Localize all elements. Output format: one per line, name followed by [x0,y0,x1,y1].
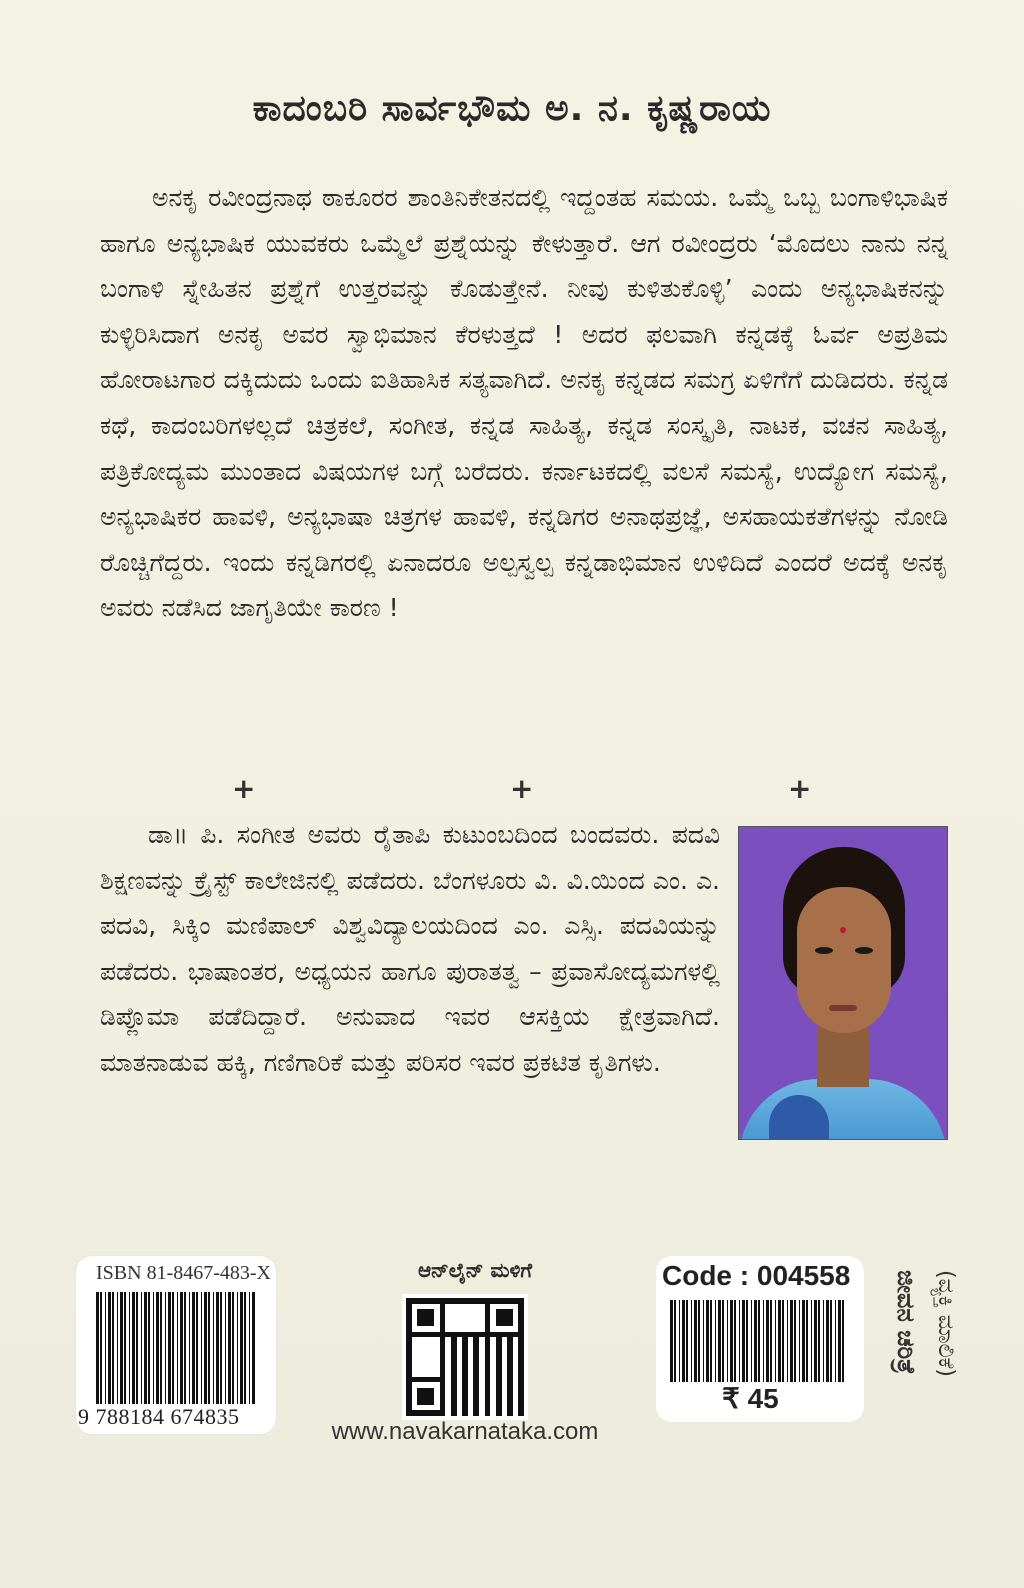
product-barcode [670,1300,847,1382]
section-separator [0,772,1024,805]
separator-mark: + [232,772,256,805]
qr-label: ಆನ್‌ಲೈನ್ ಮಳಿಗೆ [417,1258,533,1282]
author-bio: ಡಾ॥ ಪಿ. ಸಂಗೀತ ಅವರು ರೈತಾಪಿ ಕುಟುಂಬದಿಂದ ಬಂದವರು. ಪದವಿ ಶಿಕ್ಷಣವನ್ನು ಕ್ರೈಸ್ಟ್ ಕಾಲೇಜಿನಲ್ಲಿ ಪಡೆದರು. ಬೆಂಗಳೂರು ವಿ. ವಿ.ಯಿಂದ ಎಂ. ಎ. ಪದವಿ, ಸಿಕ್ಕಿಂ ಮಣಿಪಾಲ್ ವಿಶ್ವವಿದ್ಯಾಲಯದಿಂದ ಎಂ. ಎಸ್ಸಿ. ಪದವಿಯನ್ನು ಪಡೆದರು. ಭಾಷಾಂತರ, ಅಧ್ಯಯನ ಹಾಗೂ ಪುರಾತತ್ವ – ಪ್ರವಾಸೋದ್ಯಮಗಳಲ್ಲಿ ಡಿಪ್ಲೊಮಾ ಪಡೆದಿದ್ದಾರೆ. ಅನುವಾದ ಇವರ ಆಸಕ್ತಿಯ ಕ್ಷೇತ್ರವಾಗಿದೆ. ಮಾತನಾಡುವ ಹಕ್ಕಿ, ಗಣಿಗಾರಿಕೆ ಮತ್ತು ಪರಿಸರ ಇವರ ಪ್ರಕಟಿತ ಕೃತಿಗಳು. [100,820,720,1077]
category-vertical-text [870,1270,970,1470]
online-store-qr [360,1256,590,1436]
website-link[interactable]: www.navakarnataka.com [331,1418,599,1445]
isbn-digits: 9 788184 674835 [78,1404,240,1429]
isbn-number: ISBN 81-8467-483-X [96,1262,271,1284]
category-series: (ವ್ಯಕ್ತಿ ಮಾಲಿಕೆ) [933,1270,958,1377]
isbn-barcode [96,1292,256,1404]
isbn-barcode-label [76,1256,276,1434]
separator-mark: + [788,772,812,805]
intro-paragraph: ಅನಕೃ ರವೀಂದ್ರನಾಥ ಠಾಕೂರರ ಶಾಂತಿನಿಕೇತನದಲ್ಲಿ ಇದ್ದಂತಹ ಸಮಯ. ಒಮ್ಮೆ ಒಬ್ಬ ಬಂಗಾಳಿಭಾಷಿಕ ಹಾಗೂ ಅನ್ಯಭಾಷಿಕ ಯುವಕರು ಒಮ್ಮೆಲೆ ಪ್ರಶ್ನೆಯನ್ನು ಕೇಳುತ್ತಾರೆ. ಆಗ ರವೀಂದ್ರರು ‘ಮೊದಲು ನಾನು ನನ್ನ ಬಂಗಾಳಿ ಸ್ನೇಹಿತನ ಪ್ರಶ್ನೆಗೆ ಉತ್ತರವನ್ನು ಕೊಡುತ್ತೇನೆ. ನೀವು ಕುಳಿತುಕೊಳ್ಳಿ’ ಎಂದು ಅನ್ಯಭಾಷಿಕನನ್ನು ಕುಳ್ಳಿರಿಸಿದಾಗ ಅನಕೃ ಅವರ ಸ್ವಾಭಿಮಾನ ಕೆರಳುತ್ತದೆ ! ಅದರ ಫಲವಾಗಿ ಕನ್ನಡಕ್ಕೆ ಓರ್ವ ಅಪ್ರತಿಮ ಹೋರಾಟಗಾರ ದಕ್ಕಿದುದು ಒಂದು ಐತಿಹಾಸಿಕ ಸತ್ಯವಾಗಿದೆ. ಅನಕೃ ಕನ್ನಡದ ಸಮಗ್ರ ಏಳಿಗೆಗೆ ದುಡಿದರು. ಕನ್ನಡ ಕಥೆ, ಕಾದಂಬರಿಗಳಲ್ಲದೆ ಚಿತ್ರಕಲೆ, ಸಂಗೀತ, ಕನ್ನಡ ಸಾಹಿತ್ಯ, ಕನ್ನಡ ಸಂಸ್ಕೃತಿ, ನಾಟಕ, ವಚನ ಸಾಹಿತ್ಯ, ಪತ್ರಿಕೋದ್ಯಮ ಮುಂತಾದ ವಿಷಯಗಳ ಬಗ್ಗೆ ಬರೆದರು. ಕರ್ನಾಟಕದಲ್ಲಿ ವಲಸೆ ಸಮಸ್ಯೆ, ಉದ್ಯೋಗ ಸಮಸ್ಯೆ, ಅನ್ಯಭಾಷಿಕರ ಹಾವಳಿ, ಅನ್ಯಭಾಷಾ ಚಿತ್ರಗಳ ಹಾವಳಿ, ಕನ್ನಡಿಗರ ಅನಾಥಪ್ರಜ್ಞೆ, ಅಸಹಾಯಕತೆಗಳನ್ನು ನೋಡಿ ರೊಚ್ಚಿಗೆದ್ದರು. ಇಂದು ಕನ್ನಡಿಗರಲ್ಲಿ ಏನಾದರೂ ಅಲ್ಪಸ್ವಲ್ಪ ಕನ್ನಡಾಭಿಮಾನ ಉಳಿದಿದೆ ಎಂದರೆ ಅದಕ್ಕೆ ಅನಕೃ ಅವರು ನಡೆಸಿದ ಜಾಗೃತಿಯೇ ಕಾರಣ ! [100,183,948,623]
separator-mark: + [510,772,534,805]
price: ₹ 45 [722,1383,779,1414]
product-code: Code : 004558 [662,1260,851,1291]
page-title: ಕಾದಂಬರಿ ಸಾರ್ವಭೌಮ ಅ. ನ. ಕೃಷ್ಣರಾಯ [252,88,772,129]
price-code-label [656,1256,864,1422]
qr-code[interactable] [402,1294,528,1420]
author-photo [738,826,948,1140]
category-title: ಜೀವನ ಚರಿತ್ರೆ [892,1270,920,1374]
